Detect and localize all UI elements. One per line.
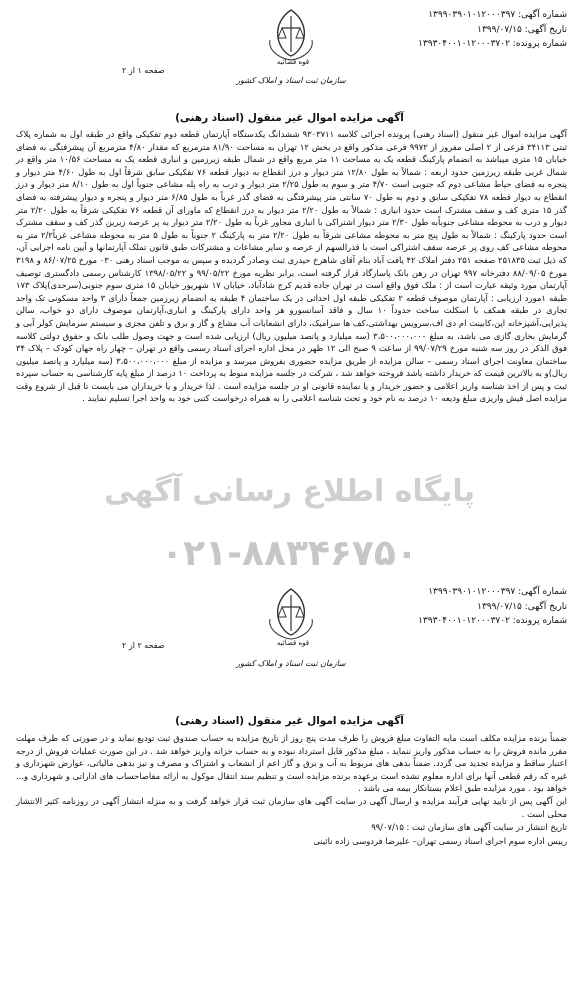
ad-number-label: شماره آگهی: [518,587,567,597]
notice-meta [418,585,567,629]
ad-date-label: تاریخ آگهی: [524,601,567,612]
notice-body [16,732,567,847]
notice-title: آگهی مزایده اموال غیر منقول (اسناد رهنی) [175,112,404,124]
watermark-phone: ۰۲۱-۸۸۳۴۶۷۵۰ [161,533,418,574]
page-number: صفحه ۱ از ۲ [122,66,165,75]
case-number-label: شماره پرونده: [512,616,567,626]
judiciary-label: قوه قضائیه [276,639,310,647]
case-number: ۱۳۹۳۰۴۰۰۱۰۱۲۰۰۰۳۷۰۲ [418,616,510,626]
publish-date-line: تاریخ انتشار در سایت آگهی های سازمان ثبت : ۹۹/۰۷/۱۵ [371,822,567,833]
ad-number: ۱۳۹۹۰۳۹۰۱۰۱۲۰۰۰۳۹۷ [428,10,516,20]
page-number: صفحه ۲ از ۲ [122,641,165,650]
signature-line: رییس اداره سوم اجرای اسناد رسمی تهران– علیرضا فردوسی زاده نائینی [313,835,567,846]
judiciary-label: قوه قضائیه [276,58,310,66]
judiciary-emblem-icon [262,6,320,62]
ad-date: ۱۳۹۹/۰۷/۱۵ [477,24,522,35]
ad-number-label: شماره آگهی: [518,10,567,20]
notice-body-text: آگهی مزایده اموال غیر منقول (اسناد رهنی) پرونده اجرائی کلاسه ۹۳۰۳۷۱۱ ششدانگ یکدستگاه آپارتمان قطعه دوم تفکیکی واقع در طبقه اول به شماره پلاک ثبتی ۳۴۱۱۳ فرعی از ۲ اصلی مفروز از ۹۹۷۲ فرعی مذکور واقع در بخش ۱۲ تهران به مساحت ۸۱/۹۰ مترمربع که مقدار ۴/۸۰ مترمربع آن پیشرفتگی به فضای خیابان ۱۵ متری میباشد به انضمام پارکینگ قطعه یک به مساحت ۱۱ متر مربع واقع در شمال طبقه زیرزمین و انباری قطعه یک به مساحت ۱۰/۵۶ متر واقع در شمال غربی طبقه زیرزمین حدود اربعه : شمالاً به طول ۱۲/۸۰ متر دیوار و درز انقطاع به دیوار قطعه ۷۶ تفکیکی سابق شرقاً اول به طول ۴/۶۰ متر دیوار و پنجره به فضای حیاط مشاعی دوم که جنوبی است ۴/۷۰ متر و سوم به طول ۲/۲۵ متر دیوار و درب به راه پله مشاعی جنوباً اول به طول ۸/۱۰ متر دیوار و درز انقطاع به دیوار قطعه ۷۸ تفکیکی سابق و دوم به طول ۷۰ سانتی متر پیشرفتگی به فضای گذر غرباً به طول ۶/۸۵ متر دیوار و پنجره و دیوار پیشرفته به فضای گذر ۱۵ متری کف و سقف مشترک است حدود انباری : شمالاً به طول ۲/۲۰ متر دیوار به درز انقطاع که ماورای آن قطعه ۷۶ تفکیکی شرقاً به طول ۲/۲۰ متر دیوار و درب به محوطه مشاعی جنوباًبه طول ۲/۳۰ متر دیوار اشتراکی با انباری مجاور غرباً به طول ۲/۲۰ متر دیوار به پر عرصه زیرین گذر کف و سقف مشترک است حدود پارکینگ : شمالاً به طول پنج متر به محوطه مشاعی شرقاً به طول ۲/۲۰ متر به پارکینگ ۲ جنوباً به طول ۵ متر به محوطه مشاعی غرباً۲/۲ متر به محوطه مشاعی کف روی پر عرصه سقف اشتراکی است با قدرالسهم از عرصه و سایر مشاعات و مشترکات طبق قانون تملک آپارتمانها و آیین نامه اجرایی آن، که ذیل ثبت ۲۵۱۸۳۵ صفحه ۲۵۱ دفتر املاک ۴۲ یافت آباد بنام آقای شاهرخ حیدری ثبت وصادر گردیده و سپس به موجب اسناد رهنی ۰۳۰ مورخ ۸۶/۰۷/۲۵ و ۳۱۹۸ مورخ ۸۸/۰۹/۰۵ دفترخانه ۹۹۷ تهران در رهن بانک پاسارگاد قرار گرفته است، برابر نظریه مورخ ۹۹/۰۵/۲۲ و ۱۳۹۸/۰۵/۲۲ کارشناس رسمی دادگستری توصیف آپارتمان مورد وثیقه عبارت است از : ملک فوق واقع است در تهران جاده قدیم کرج شادآباد، خیابان ۱۷ شهریور خیابان ۱۵ متری سوم جنوبی(سرحدی)پلاک ۱۷۳ طبقه ۱مورد ارزیابی : آپارتمان موصوف قطعه ۲ تفکیکی طبقه اول احداثی در یک ساختمان ۴ طبقه به انضمام زیرزمین جمعاً دارای ۳ واحد مسکونی تک واحد تجاری در طبقه همکف با اسکلت ساخت حدوداً ۱۰ سال و فاقد آسانسورو هر واحد دارای پارکینگ و انباری،آپارتمان موصوف دارای دو خواب، سالن پذیرایی،آشپزخانه اپن،کابینت ام دی اف،سرویس بهداشتی،کف ها سرامیک، دارای انشعابات آب مشاع و گاز و برق و تلفن مجزی و سیستم سرمایش کولر آبی و گرمایش بخاری گازی می باشد، به مبلغ ۳،۵۰۰،۰۰۰،۰۰۰ (سه میلیارد و پانصد میلیون ریال) ارزیابی شده است و جهت وصول طلب بانک و حقوق دولتی کلاسه فوق الذکر در روز سه شنبه مورخ ۹۹/۰۷/۲۹ از ساعت ۹ صبح الی ۱۲ ظهر در محل اداره اجرای اسناد رسمی واقع در تهران – چهار راه جهان کودک – پلاک ۳۴ ساختمان معاونت اجرای اسناد رسمی – سالن مزایده از طریق مزایده حضوری بفروش میرسد و مزایده از مبلغ ۳،۵۰۰،۰۰۰،۰۰۰ (سه میلیارد و پانصد میلیون ریال)و به بالاترین قیمت که خریدار داشته باشد فروخته خواهد شد ، شرکت در جلسه مزایده منوط به پرداخت ۱۰ درصد از مبلغ پایه کارشناسی به حساب سپرده ثبت و پس از اخذ شناسه واریز اعلامی و حضور خریدار و یا نماینده قانونی او در جلسه مزایده است . لذا خریدار و یا خریداران می بایست تا قبل از شروع وقت مزایده اصل فیش واریزی مبلغ ودیعه ۱۰ درصد به نام خود و تحت شناسه اعلامی را به همراه درخواست کتبی خود به واحد اجرا تسلیم نمایند . [16,129,568,404]
org-name: سازمان ثبت اسناد و املاک کشور [236,76,346,85]
notice-publication-note: این آگهی پس از تایید نهایی فرآیند مزایده و ارسال آگهی در سایت آگهی های سازمان ثبت قرار خواهد گرفت و به منزله انتشار آگهی در روزنامه کثیر الانتشار محلی است . [16,795,567,819]
case-number-label: شماره پرونده: [512,39,567,49]
watermark-text: پایگاه اطلاع رسانی آگهی [104,474,475,509]
notice-meta [418,8,567,52]
judiciary-emblem-icon [262,585,320,641]
org-name: سازمان ثبت اسناد و املاک کشور [236,659,346,668]
notice-page-2 [0,575,579,1004]
notice-body [16,128,567,405]
ad-number: ۱۳۹۹۰۳۹۰۱۰۱۲۰۰۰۳۹۷ [428,587,516,597]
notice-title: آگهی مزایده اموال غیر منقول (اسناد رهنی) [175,715,404,727]
ad-date: ۱۳۹۹/۰۷/۱۵ [477,601,522,612]
ad-date-label: تاریخ آگهی: [524,24,567,35]
case-number: ۱۳۹۳۰۴۰۰۱۰۱۲۰۰۰۳۷۰۲ [418,39,510,49]
notice-body-text: ضمناً برنده مزایده مکلف است مابه التفاوت مبلغ فروش را ظرف مدت پنج روز از تاریخ مزایده به حساب صندوق ثبت تودیع نماید و در صورتی که ظرف مهلت مقرر مانده فروش را به حساب مذکور واریز ننماید ، مبلغ مذکور قابل استرداد نبوده و به حساب خزانه واریز خواهد شد . در این صورت عملیات فروش از درجه اعتبار ساقط و مزایده تجدید می گردد. ضمناً بدهی های مربوط به آب و برق و گاز اعم از انشعاب و اشتراک و مصرف و نیز بدهی مالیاتی، عوارض شهرداری و غیره که رقم قطعی آنها برای اداره معلوم نشده است برعهده برنده مزایده است و تنظیم سند انتقال موکول به ارائه مفاصاحساب های اداراتی و شهرداری و... خواهد بود . مورد مزایده طبق اعلام بستانکار بیمه می باشد . [16,733,567,794]
